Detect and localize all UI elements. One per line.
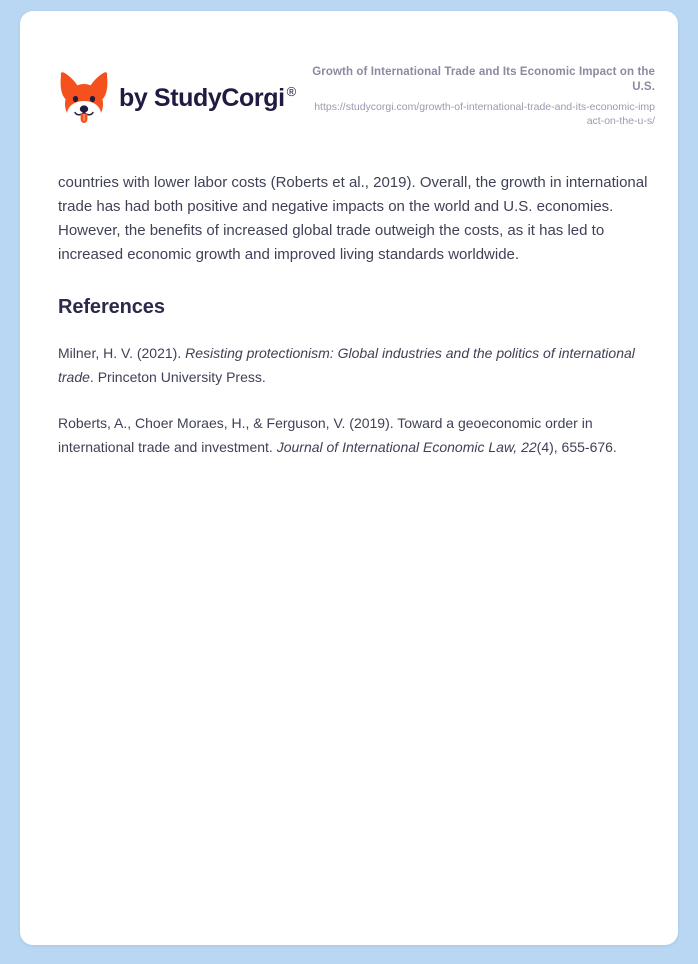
reference-volume: 22	[521, 439, 537, 455]
document-title: Growth of International Trade and Its Economic Impact on the U.S.	[312, 66, 655, 93]
reference-authors-year: Milner, H. V. (2021).	[58, 345, 186, 361]
document-url[interactable]: https://studycorgi.com/growth-of-international-trade-and-its-economic-impact-on-the-u-s/	[314, 101, 655, 127]
document-header	[20, 11, 678, 136]
corgi-mascot-icon	[58, 71, 110, 125]
reference-publisher: . Princeton University Press.	[89, 369, 266, 385]
registered-trademark-icon: ®	[286, 84, 296, 100]
reference-pages: (4), 655-676.	[536, 439, 617, 455]
reference-authors-year: Roberts, A., Choer Moraes, H., & Ferguson, V. (2019). Toward a geoeconomic order in international trade and investment.	[58, 415, 593, 455]
document-body	[58, 171, 656, 459]
reference-journal: Journal of International Economic Law,	[276, 439, 522, 455]
brand-name	[119, 84, 296, 113]
brand-lockup	[58, 71, 296, 125]
reference-entry	[58, 411, 656, 459]
body-paragraph: countries with lower labor costs (Roberts et al., 2019). Overall, the growth in international trade has had both positive and negative impacts on the world and U.S. economies. However, the benefits of increased global trade outweigh the costs, as it has led to increased economic growth and improved living standards worldwide.	[58, 174, 648, 263]
reference-title: Resisting protectionism: Global industries and the politics of international trade	[58, 345, 635, 385]
brand-name-text: by StudyCorgi	[119, 83, 285, 112]
header-meta	[310, 65, 655, 128]
reference-entry	[58, 341, 656, 389]
document-page	[20, 11, 678, 945]
references-heading: References	[58, 296, 165, 318]
